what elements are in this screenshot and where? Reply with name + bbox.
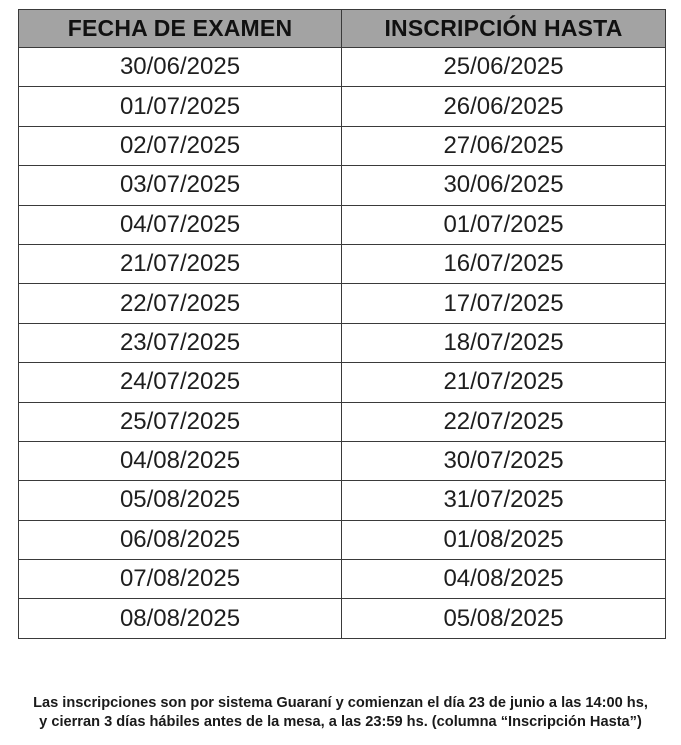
exam-date-cell: 06/08/2025 <box>19 520 342 559</box>
exam-date-cell: 01/07/2025 <box>19 87 342 126</box>
registration-deadline-cell: 26/06/2025 <box>342 87 666 126</box>
exam-schedule-table <box>18 9 666 639</box>
exam-date-cell: 21/07/2025 <box>19 244 342 283</box>
exam-date-cell: 07/08/2025 <box>19 560 342 599</box>
registration-deadline-cell: 31/07/2025 <box>342 481 666 520</box>
registration-deadline-cell: 27/06/2025 <box>342 126 666 165</box>
exam-date-cell: 23/07/2025 <box>19 323 342 362</box>
registration-deadline-cell: 01/08/2025 <box>342 520 666 559</box>
table-row <box>19 126 666 165</box>
registration-deadline-cell: 05/08/2025 <box>342 599 666 638</box>
table-row <box>19 205 666 244</box>
table-row <box>19 244 666 283</box>
table-row <box>19 48 666 87</box>
header-registration-deadline: INSCRIPCIÓN HASTA <box>342 10 666 48</box>
registration-deadline-cell: 21/07/2025 <box>342 363 666 402</box>
registration-deadline-cell: 16/07/2025 <box>342 244 666 283</box>
registration-note: Las inscripciones son por sistema Guaraní y comienzan el día 23 de junio a las 14:00 hs, y cierran 3 días hábiles antes de la mesa, a las 23:59 hs. (columna “Inscripción Hasta”) <box>33 694 648 730</box>
registration-deadline-cell: 30/07/2025 <box>342 441 666 480</box>
table-row <box>19 402 666 441</box>
table-row <box>19 363 666 402</box>
registration-deadline-cell: 01/07/2025 <box>342 205 666 244</box>
registration-deadline-cell: 30/06/2025 <box>342 166 666 205</box>
table-row <box>19 560 666 599</box>
registration-deadline-cell: 17/07/2025 <box>342 284 666 323</box>
registration-deadline-cell: 22/07/2025 <box>342 402 666 441</box>
table-row <box>19 323 666 362</box>
table-row <box>19 441 666 480</box>
exam-date-cell: 25/07/2025 <box>19 402 342 441</box>
table-row <box>19 520 666 559</box>
header-exam-date: FECHA DE EXAMEN <box>19 10 342 48</box>
table-row <box>19 599 666 638</box>
table-header <box>19 10 666 48</box>
registration-deadline-cell: 04/08/2025 <box>342 560 666 599</box>
exam-date-cell: 08/08/2025 <box>19 599 342 638</box>
header-row <box>19 10 666 48</box>
exam-date-cell: 02/07/2025 <box>19 126 342 165</box>
table-row <box>19 481 666 520</box>
exam-date-cell: 30/06/2025 <box>19 48 342 87</box>
table-row <box>19 166 666 205</box>
exam-date-cell: 22/07/2025 <box>19 284 342 323</box>
table-row <box>19 87 666 126</box>
exam-date-cell: 03/07/2025 <box>19 166 342 205</box>
registration-deadline-cell: 25/06/2025 <box>342 48 666 87</box>
exam-date-cell: 04/08/2025 <box>19 441 342 480</box>
exam-date-cell: 04/07/2025 <box>19 205 342 244</box>
exam-date-cell: 05/08/2025 <box>19 481 342 520</box>
exam-date-cell: 24/07/2025 <box>19 363 342 402</box>
registration-deadline-cell: 18/07/2025 <box>342 323 666 362</box>
table-row <box>19 284 666 323</box>
table-body <box>19 48 666 639</box>
